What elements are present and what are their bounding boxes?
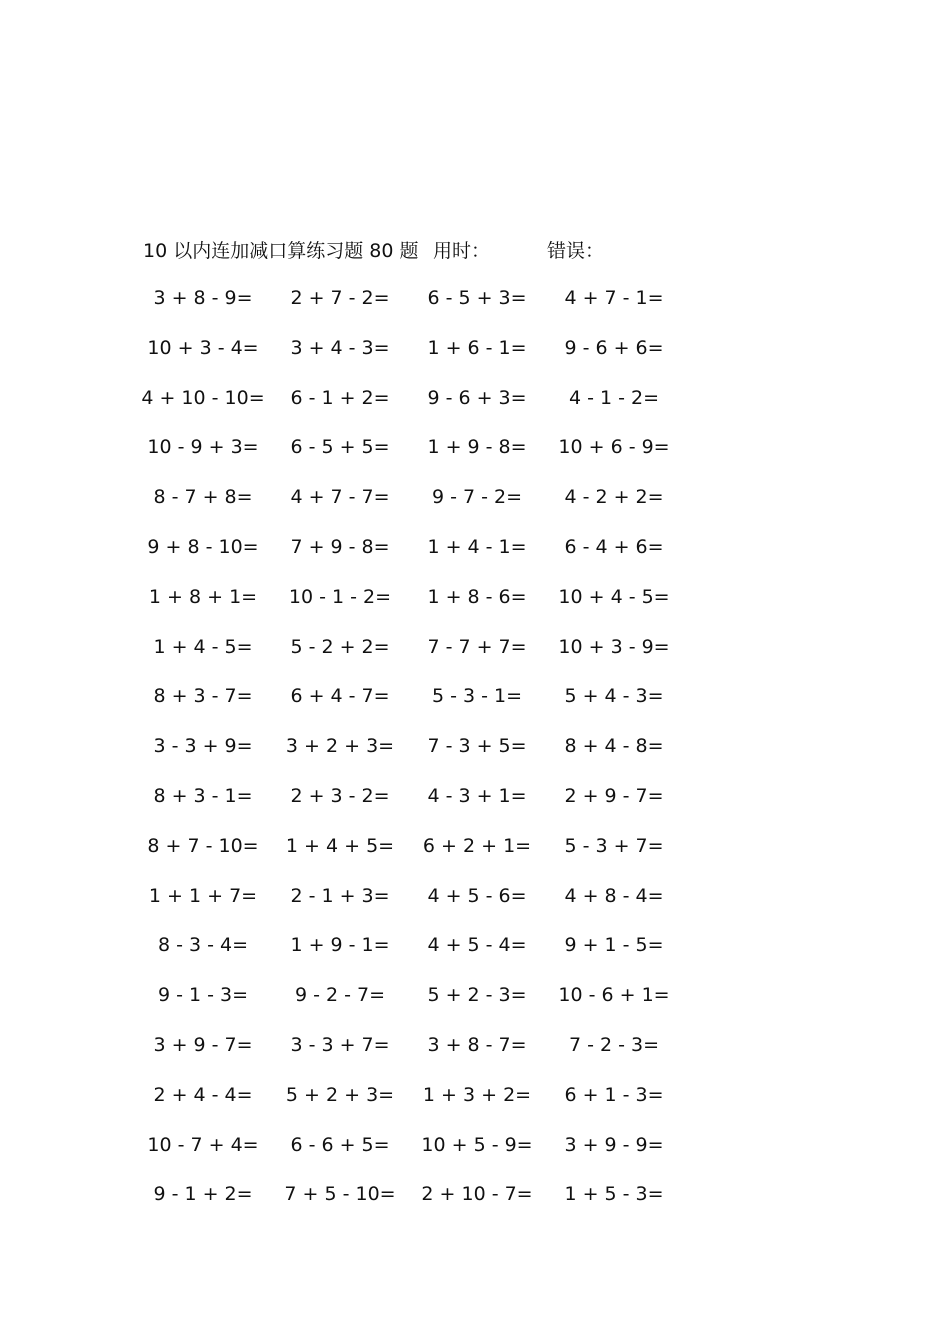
problem-item: 1 + 9 - 8= (427, 436, 527, 459)
problem-row (0, 1131, 950, 1181)
problem-row (0, 633, 950, 683)
problem-item: 7 - 2 - 3= (568, 1033, 660, 1056)
problem-item: 2 + 3 - 2= (290, 784, 390, 807)
problem-row (0, 931, 950, 981)
problem-item: 2 + 7 - 2= (290, 287, 390, 309)
problem-item: 3 - 3 + 9= (153, 735, 253, 758)
problem-grid (0, 284, 950, 1230)
problem-item: 10 + 6 - 9= (558, 436, 670, 459)
problem-item: 6 - 5 + 3= (427, 287, 527, 309)
problem-item: 3 + 8 - 9= (153, 287, 253, 309)
problem-item: 4 + 5 - 4= (427, 934, 527, 957)
problem-row (0, 483, 950, 533)
problem-item: 2 - 1 + 3= (290, 884, 390, 907)
problem-row (0, 583, 950, 633)
problem-item: 4 - 3 + 1= (427, 784, 527, 807)
problem-item: 6 - 4 + 6= (564, 535, 664, 558)
problem-item: 9 - 1 + 2= (153, 1183, 253, 1206)
problem-item: 8 + 3 - 7= (153, 685, 253, 708)
problem-item: 10 - 1 - 2= (288, 585, 392, 608)
problem-item: 1 + 6 - 1= (427, 336, 527, 359)
problem-item: 6 - 6 + 5= (290, 1133, 390, 1156)
problem-item: 7 - 3 + 5= (427, 735, 527, 758)
problem-item: 3 - 3 + 7= (290, 1033, 390, 1056)
problem-row (0, 433, 950, 483)
problem-item: 1 + 8 + 1= (148, 585, 258, 608)
problem-item: 3 + 9 - 7= (153, 1033, 253, 1056)
problem-row (0, 732, 950, 782)
problem-item: 5 + 2 - 3= (427, 984, 527, 1007)
problem-item: 6 + 4 - 7= (290, 685, 390, 708)
problem-item: 7 + 9 - 8= (290, 535, 390, 558)
problem-item: 6 + 1 - 3= (564, 1083, 664, 1106)
problem-item: 8 - 3 - 4= (157, 934, 249, 957)
problem-item: 5 + 2 + 3= (285, 1083, 395, 1106)
problem-item: 10 + 3 - 9= (558, 635, 670, 658)
worksheet-header (0, 236, 950, 264)
problem-item: 9 + 8 - 10= (147, 535, 259, 558)
problem-item: 1 + 4 - 5= (153, 635, 253, 658)
problem-item: 5 + 4 - 3= (564, 685, 664, 708)
problem-item: 1 + 4 + 5= (285, 834, 395, 857)
problem-item: 4 + 7 - 7= (290, 486, 390, 509)
problem-item: 6 + 2 + 1= (422, 834, 532, 857)
problem-item: 4 + 5 - 6= (427, 884, 527, 907)
problem-item: 2 + 10 - 7= (421, 1183, 533, 1206)
problem-item: 9 + 1 - 5= (564, 934, 664, 957)
problem-item: 1 + 4 - 1= (427, 535, 527, 558)
problem-row (0, 284, 950, 334)
problem-item: 8 - 7 + 8= (153, 486, 253, 509)
problem-row (0, 334, 950, 384)
problem-item: 8 + 7 - 10= (147, 834, 259, 857)
problem-row (0, 882, 950, 932)
problem-item: 5 - 3 - 1= (431, 685, 523, 708)
problem-item: 4 + 10 - 10= (141, 386, 265, 409)
time-label: 用时： (433, 240, 491, 262)
problem-item: 1 + 5 - 3= (564, 1183, 664, 1206)
problem-item: 9 - 6 + 3= (427, 386, 527, 409)
problem-row (0, 832, 950, 882)
problem-row (0, 533, 950, 583)
problem-item: 8 + 3 - 1= (153, 784, 253, 807)
problem-item: 9 - 6 + 6= (564, 336, 664, 359)
problem-item: 4 - 2 + 2= (564, 486, 664, 509)
problem-item: 3 + 2 + 3= (285, 735, 395, 758)
problem-item: 8 + 4 - 8= (564, 735, 664, 758)
problem-item: 10 - 6 + 1= (558, 984, 670, 1007)
problem-item: 10 + 4 - 5= (558, 585, 670, 608)
problem-item: 5 - 3 + 7= (564, 834, 664, 857)
problem-item: 2 + 9 - 7= (564, 784, 664, 807)
problem-item: 9 - 1 - 3= (157, 984, 249, 1007)
problem-item: 4 + 7 - 1= (564, 287, 664, 309)
problem-item: 3 + 9 - 9= (564, 1133, 664, 1156)
error-label: 错误： (547, 240, 605, 262)
worksheet-title: 10 以内连加减口算练习题 80 题 (143, 240, 419, 262)
problem-item: 4 - 1 - 2= (568, 386, 660, 409)
problem-row (0, 1180, 950, 1230)
problem-item: 2 + 4 - 4= (153, 1083, 253, 1106)
problem-item: 5 - 2 + 2= (290, 635, 390, 658)
problem-item: 6 - 5 + 5= (290, 436, 390, 459)
problem-item: 10 + 3 - 4= (147, 336, 259, 359)
problem-row (0, 384, 950, 434)
problem-item: 10 - 7 + 4= (147, 1133, 259, 1156)
problem-row (0, 981, 950, 1031)
problem-row (0, 782, 950, 832)
problem-item: 7 - 7 + 7= (427, 635, 527, 658)
problem-row (0, 1031, 950, 1081)
problem-item: 1 + 3 + 2= (422, 1083, 532, 1106)
problem-item: 9 - 7 - 2= (431, 486, 523, 509)
problem-item: 6 - 1 + 2= (290, 386, 390, 409)
problem-item: 1 + 1 + 7= (148, 884, 258, 907)
problem-item: 3 + 8 - 7= (427, 1033, 527, 1056)
problem-item: 10 - 9 + 3= (147, 436, 259, 459)
problem-item: 3 + 4 - 3= (290, 336, 390, 359)
problem-item: 4 + 8 - 4= (564, 884, 664, 907)
problem-row (0, 1081, 950, 1131)
problem-item: 1 + 8 - 6= (427, 585, 527, 608)
problem-item: 10 + 5 - 9= (421, 1133, 533, 1156)
problem-item: 1 + 9 - 1= (290, 934, 390, 957)
problem-item: 9 - 2 - 7= (294, 984, 386, 1007)
problem-item: 7 + 5 - 10= (284, 1183, 396, 1206)
problem-row (0, 682, 950, 732)
